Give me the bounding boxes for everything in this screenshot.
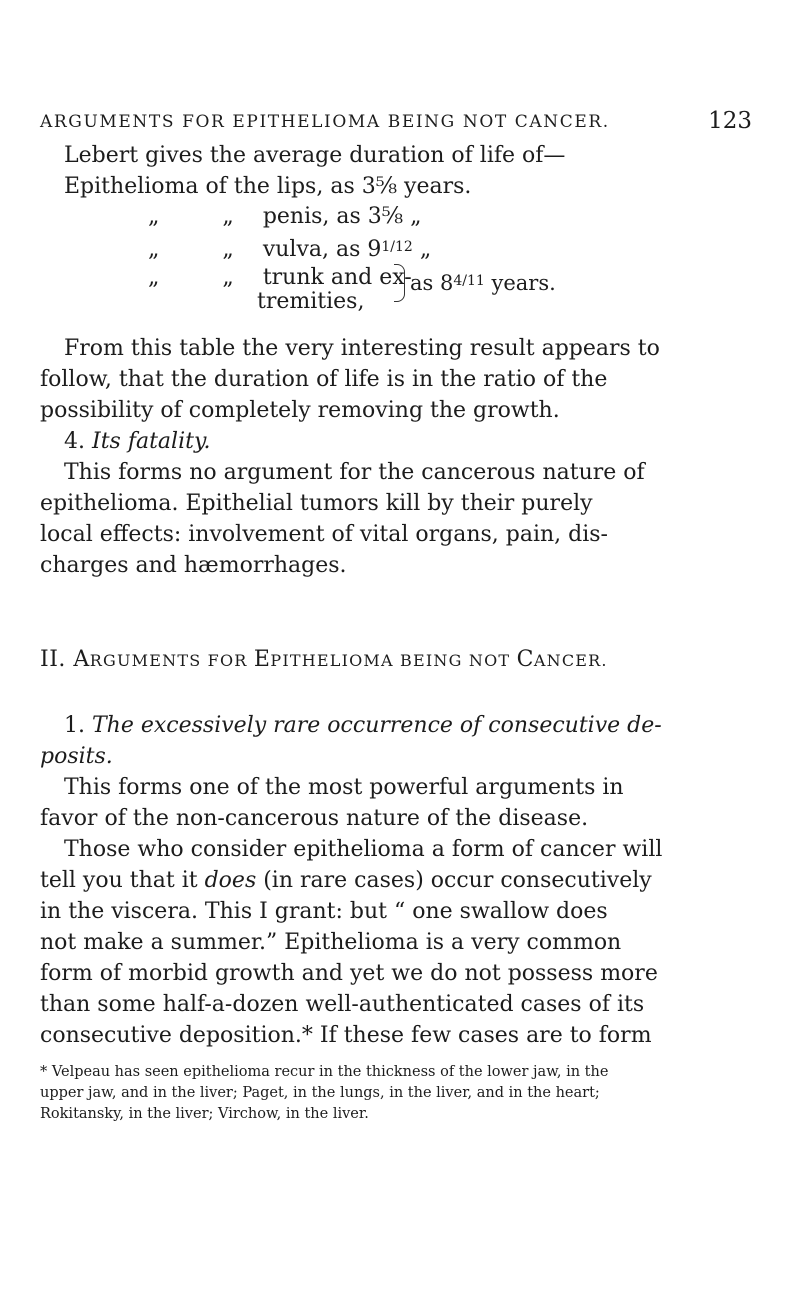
table-row-trunk-cont: tremities,	[257, 289, 365, 314]
footnote-line: * Velpeau has seen epithelioma recur in the thickness of the lower jaw, in the	[40, 1064, 609, 1080]
item1-heading	[64, 710, 776, 741]
ditto-mark: „	[148, 204, 160, 229]
ditto-mark: „	[148, 265, 160, 290]
ditto-mark: „	[222, 204, 234, 229]
para4-line	[40, 865, 752, 896]
trunk-unit: years.	[491, 271, 556, 295]
vulva-text: vulva, as 9	[262, 237, 382, 262]
para2-line: charges and hæmorrhages.	[40, 553, 347, 578]
para2-line: epithelioma. Epithelial tumors kill by their purely	[40, 491, 593, 516]
ditto-mark: „	[222, 265, 234, 290]
ditto-mark: „	[222, 237, 234, 262]
para1-line: From this table the very interesting result appears to	[64, 336, 660, 361]
intro-line: Lebert gives the average duration of life of—	[64, 143, 566, 168]
table-row-lips: Epithelioma of the lips, as 3⅝ years.	[64, 174, 472, 199]
para2-line: This forms no argument for the cancerous nature of	[64, 460, 645, 485]
item1-title: The excessively rare occurrence of consecutive de-	[92, 713, 662, 738]
para3-line: This forms one of the most powerful arguments in	[64, 775, 624, 800]
para4-line: in the viscera. This I grant: but “ one swallow does	[40, 899, 608, 924]
section-word: PITHELIOMA BEING NOT	[270, 651, 517, 670]
section-word: A	[73, 647, 90, 672]
ditto-mark: „	[148, 237, 160, 262]
footnote-line: Rokitansky, in the liver; Virchow, in the liver.	[40, 1106, 369, 1122]
footnote-line: upper jaw, and in the liver; Paget, in the lungs, in the liver, and in the heart;	[40, 1085, 600, 1101]
ditto-mark: „	[419, 237, 432, 262]
running-title: ARGUMENTS FOR EPITHELIOMA BEING NOT CANCER.	[40, 112, 610, 132]
brace-value	[410, 266, 556, 299]
table-row-penis	[148, 201, 422, 232]
penis-text: penis, as 3⅝ „	[262, 204, 422, 229]
item4-number: 4.	[64, 429, 85, 454]
trunk-fraction: 4/11	[453, 273, 485, 289]
para2-line: local effects: involvement of vital organs, pain, dis-	[40, 522, 608, 547]
curly-brace	[394, 264, 405, 302]
section-word: ANCER.	[533, 651, 608, 670]
para3-line: favor of the non-cancerous nature of the disease.	[40, 806, 589, 831]
section-word: RGUMENTS FOR	[89, 651, 254, 670]
item1-number: 1.	[64, 713, 85, 738]
para4-line: not make a summer.” Epithelioma is a very common	[40, 930, 622, 955]
section-heading	[40, 647, 608, 672]
trunk-text: trunk and ex-	[262, 265, 412, 290]
item4-title: Its fatality.	[92, 429, 211, 454]
page-number: 123	[708, 108, 752, 134]
running-header	[40, 108, 752, 134]
para4-line: consecutive deposition.* If these few cases are to form	[40, 1023, 652, 1048]
item1-title-cont: posits.	[40, 744, 113, 769]
para4-text: tell you that it	[40, 868, 205, 893]
para1-line: follow, that the duration of life is in the ratio of the	[40, 367, 608, 392]
trunk-value: as 8	[410, 271, 454, 295]
vulva-fraction: 1/12	[381, 239, 413, 255]
table-row-vulva	[148, 232, 431, 265]
para4-emphasis: does	[204, 868, 257, 893]
section-word: E	[253, 647, 271, 672]
para4-line: Those who consider epithelioma a form of cancer will	[64, 837, 663, 862]
section-roman: II.	[40, 647, 66, 672]
section-word: C	[516, 647, 534, 672]
para1-line: possibility of completely removing the growth.	[40, 398, 560, 423]
para4-line: than some half-a-dozen well-authenticated cases of its	[40, 992, 645, 1017]
para4-line: form of morbid growth and yet we do not possess more	[40, 961, 658, 986]
para4-text: (in rare cases) occur consecutively	[256, 868, 652, 893]
item4-heading	[64, 426, 776, 457]
